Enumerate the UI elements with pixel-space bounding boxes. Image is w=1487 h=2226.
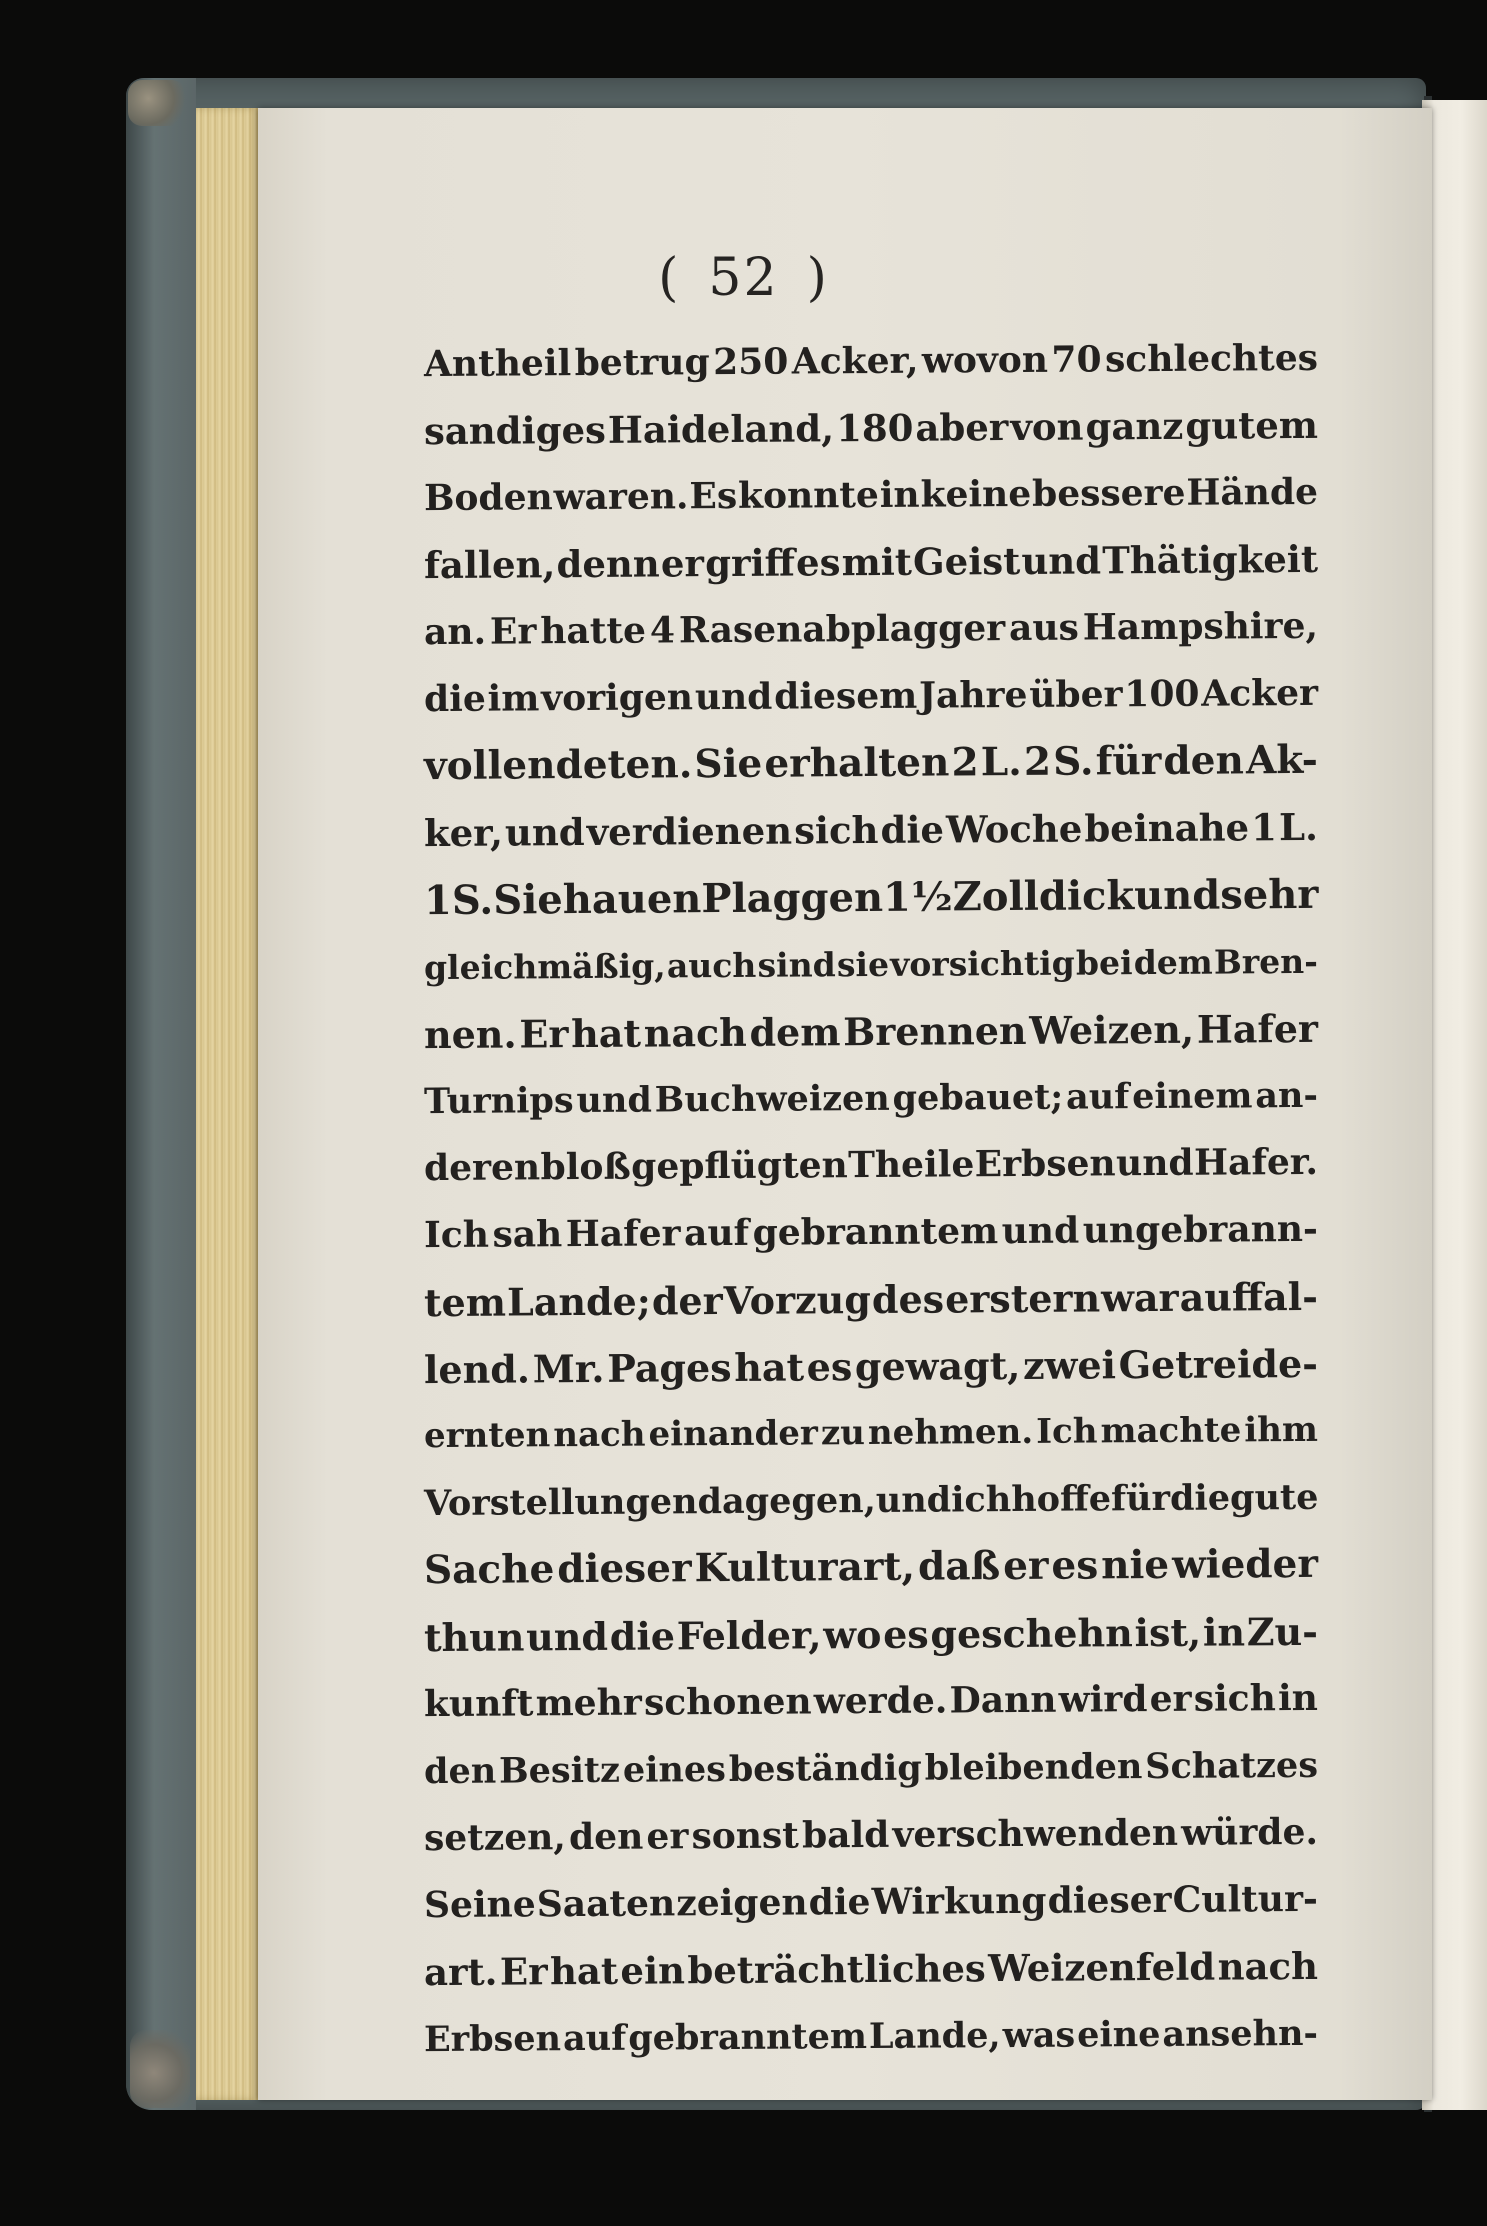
word: hat: [549, 1948, 619, 1994]
word: Bren-: [1213, 941, 1319, 982]
word: Plaggen: [701, 873, 884, 923]
header-close-paren: ): [806, 248, 829, 308]
word: beträchtliches: [687, 1946, 986, 1993]
word: Weizen,: [1029, 1006, 1195, 1053]
word: Vorstellungen: [423, 1481, 698, 1525]
word: gepflügten: [631, 1144, 848, 1188]
word: nen.: [423, 1011, 517, 1058]
text-line: [424, 1464, 1318, 1537]
word: L.: [980, 738, 1022, 786]
word: zwei: [1022, 1342, 1117, 1388]
text-line: [424, 1062, 1318, 1135]
word: keine: [920, 472, 1032, 516]
word: Seine: [423, 1883, 536, 1927]
word: er: [660, 541, 705, 586]
word: erhalten: [764, 739, 950, 787]
word: gleichmäßig,: [423, 946, 666, 988]
word: setzen,: [423, 1816, 567, 1860]
word: sehr: [1220, 870, 1319, 919]
text-line: [424, 1933, 1318, 2006]
word: der: [651, 1278, 723, 1324]
text-line: [424, 1196, 1318, 1269]
word: Lande,: [868, 2015, 1001, 2058]
word: verdienen: [586, 808, 793, 854]
word: dagegen,: [697, 1479, 876, 1523]
text-line: [424, 459, 1318, 532]
word: Brennen: [843, 1007, 1027, 1055]
word: Buchweizen: [654, 1077, 890, 1121]
word: Hampshire,: [1082, 604, 1319, 649]
word: Er: [489, 610, 537, 653]
word: und: [1133, 871, 1221, 920]
word: Jahre: [918, 673, 1028, 717]
word: Erbsen: [974, 1142, 1116, 1186]
page-block-edge: [196, 108, 260, 2100]
word: aus: [1008, 606, 1080, 650]
word: auffal-: [1179, 1273, 1319, 1320]
word: ansehn-: [1162, 2012, 1319, 2055]
word: Mr.: [532, 1345, 605, 1392]
book-spine-edge: [126, 78, 196, 2110]
word: S.: [451, 876, 494, 924]
word: Boden: [423, 476, 553, 520]
word: werde.: [813, 1679, 948, 1723]
word: S.: [1052, 738, 1094, 785]
word: er: [1002, 1542, 1049, 1590]
word: Getreide-: [1118, 1340, 1319, 1388]
word: und: [576, 1079, 652, 1122]
word: er: [1149, 1677, 1192, 1721]
word: Haideland,: [607, 406, 835, 452]
word: eine: [1077, 2013, 1161, 2056]
word: Acker: [1201, 671, 1319, 715]
word: Besitz: [498, 1749, 621, 1792]
word: 1: [423, 876, 453, 925]
word: vorsichtig: [890, 943, 1075, 984]
word: Es: [689, 474, 738, 518]
word: ich: [951, 1479, 1012, 1521]
word: thun: [423, 1614, 525, 1661]
word: Kulturart,: [694, 1543, 916, 1592]
word: er: [646, 1815, 689, 1858]
word: beständig: [728, 1747, 922, 1790]
page-number: 52: [708, 248, 779, 308]
word: beinahe: [1084, 805, 1250, 851]
word: bei: [1075, 943, 1133, 983]
word: 70: [1051, 338, 1102, 381]
word: diesem: [774, 674, 918, 718]
word: und: [504, 809, 585, 855]
word: über: [1029, 673, 1123, 716]
word: es: [795, 540, 841, 585]
word: von: [1010, 404, 1084, 450]
word: bleibenden: [924, 1746, 1143, 1789]
text-line: [424, 660, 1318, 733]
word: Hände: [1186, 470, 1319, 514]
word: vollendeten.: [423, 741, 693, 790]
page-body-text: [424, 328, 1318, 2070]
word: wird: [1058, 1678, 1148, 1721]
word: Felder,: [676, 1612, 822, 1659]
word: dem: [1133, 942, 1213, 983]
text-line: [424, 1866, 1318, 1939]
word: erstern: [944, 1275, 1101, 1322]
word: die: [1169, 1477, 1231, 1519]
word: in: [1202, 1609, 1246, 1655]
word: konnte: [737, 473, 880, 517]
text-line: [424, 861, 1318, 934]
word: nach: [643, 1009, 747, 1056]
word: Sache: [423, 1546, 555, 1594]
word: ein: [620, 1948, 686, 1993]
text-line: [424, 794, 1318, 867]
word: dick: [1038, 872, 1135, 920]
text-line: [424, 1263, 1318, 1336]
word: Theile: [847, 1143, 975, 1187]
word: aber: [915, 405, 1009, 450]
word: Zu-: [1246, 1608, 1319, 1655]
word: es: [882, 1611, 929, 1657]
word: auf: [562, 2017, 627, 2060]
word: griff: [704, 540, 796, 586]
word: nach: [1217, 1943, 1319, 1989]
word: die: [609, 1613, 676, 1659]
word: zu: [820, 1413, 866, 1454]
word: nach: [553, 1414, 646, 1456]
word: des: [871, 1276, 945, 1322]
word: Erbsen: [423, 2018, 562, 2061]
word: bloß: [540, 1145, 631, 1189]
word: gutem: [1185, 402, 1319, 448]
word: gebranntem: [628, 2016, 868, 2059]
word: Geist: [912, 538, 1021, 584]
word: und: [1115, 1141, 1194, 1185]
word: machte: [1100, 1410, 1242, 1452]
word: dem: [749, 1009, 841, 1055]
word: schlechtes: [1104, 336, 1319, 381]
word: 4: [649, 609, 676, 652]
word: und: [1001, 1209, 1080, 1253]
text-line: [424, 1598, 1318, 1671]
text-line: [424, 392, 1318, 465]
word: Ich: [423, 1213, 490, 1257]
word: Zoll: [952, 872, 1040, 921]
word: gute: [1229, 1476, 1319, 1519]
word: mit: [841, 539, 913, 585]
word: Cultur-: [1172, 1877, 1319, 1921]
word: lend.: [423, 1346, 531, 1393]
text-line: [424, 593, 1318, 666]
word: art.: [423, 1949, 498, 1995]
word: 1½: [882, 873, 953, 921]
word: Sie: [694, 740, 763, 788]
word: und: [875, 1479, 952, 1521]
word: Turnips: [423, 1080, 574, 1123]
word: war: [1101, 1274, 1179, 1321]
text-line: [424, 325, 1318, 398]
text-line: [424, 1799, 1318, 1872]
word: in: [879, 473, 920, 516]
page-header: [0, 248, 1487, 308]
word: den: [423, 1750, 497, 1793]
word: Dann: [949, 1678, 1057, 1722]
word: Ich: [1036, 1411, 1098, 1452]
word: würde.: [1181, 1810, 1319, 1854]
word: ganz: [1085, 403, 1184, 449]
word: gewagt,: [854, 1342, 1021, 1390]
word: auf: [1065, 1076, 1130, 1118]
word: wieder: [1171, 1540, 1319, 1588]
word: verschwenden: [892, 1811, 1179, 1856]
word: dieser: [557, 1545, 692, 1593]
word: hauen: [562, 875, 702, 924]
header-open-paren: (: [658, 248, 681, 308]
word: 2: [951, 739, 979, 786]
word: hat: [571, 1010, 642, 1057]
word: kunft: [423, 1682, 534, 1726]
word: 2: [1023, 738, 1052, 785]
word: den: [1163, 737, 1245, 784]
text-line: [424, 1732, 1318, 1805]
word: und: [1021, 538, 1102, 583]
word: hoffe: [1011, 1478, 1112, 1521]
text-line: [424, 1129, 1318, 1202]
word: eines: [622, 1749, 727, 1791]
word: gebranntem: [752, 1210, 999, 1254]
word: schonen: [643, 1680, 812, 1724]
text-line: [424, 1330, 1318, 1403]
text-line: [424, 995, 1318, 1068]
word: bald: [801, 1813, 890, 1857]
word: Er: [499, 1949, 548, 1994]
word: sandiges: [423, 407, 607, 454]
word: zeigen: [676, 1881, 808, 1925]
word: auf: [683, 1211, 750, 1255]
word: betrug: [574, 341, 710, 385]
word: es: [1051, 1542, 1099, 1589]
word: Vorzug: [723, 1277, 872, 1324]
word: mehr: [535, 1681, 642, 1725]
text-line: [424, 1531, 1318, 1604]
word: sind: [757, 945, 836, 985]
word: 100: [1124, 672, 1200, 716]
word: für: [1110, 1477, 1171, 1520]
word: Er: [519, 1011, 569, 1057]
text-line: [424, 2000, 1318, 2073]
word: Hafer: [565, 1212, 681, 1256]
text-line: [424, 928, 1318, 1001]
word: Hafer.: [1193, 1140, 1319, 1184]
text-line: [424, 727, 1318, 800]
word: an.: [423, 610, 487, 654]
word: und: [694, 675, 773, 719]
text-line: [424, 526, 1318, 599]
word: was: [1002, 2014, 1076, 2057]
word: die: [423, 677, 486, 721]
word: hat: [734, 1344, 805, 1390]
word: Woche: [945, 806, 1083, 852]
word: einander: [648, 1413, 819, 1455]
word: ker,: [423, 810, 504, 856]
word: daß: [917, 1543, 1001, 1590]
word: nehmen.: [867, 1411, 1034, 1454]
word: 180: [835, 405, 914, 451]
cover-corner-wear-top: [128, 80, 186, 126]
word: sah: [492, 1213, 563, 1256]
word: im: [487, 677, 540, 720]
word: den: [568, 1815, 644, 1859]
word: Acker,: [791, 339, 919, 383]
word: fallen,: [423, 542, 556, 588]
text-line: [424, 1665, 1318, 1738]
word: gebauet;: [892, 1076, 1064, 1119]
word: auch: [666, 945, 757, 986]
word: Rasenabplagger: [678, 607, 1006, 652]
word: dieser: [1047, 1878, 1172, 1922]
word: Saaten: [536, 1882, 676, 1926]
word: vorigen: [541, 676, 694, 720]
word: 1: [1251, 805, 1278, 850]
word: Lande;: [506, 1278, 651, 1325]
word: Weizenfeld: [988, 1944, 1216, 1991]
word: die: [880, 807, 945, 852]
word: denn: [556, 541, 660, 587]
word: Schatzes: [1145, 1744, 1319, 1788]
word: ungebrann-: [1082, 1207, 1319, 1252]
word: an-: [1255, 1074, 1319, 1117]
word: sonst: [691, 1814, 800, 1858]
word: nie: [1101, 1541, 1170, 1589]
word: wo: [823, 1611, 882, 1658]
word: bessere: [1031, 471, 1186, 515]
word: geschehn: [930, 1610, 1133, 1657]
text-line: [424, 1397, 1318, 1470]
word: in: [1277, 1676, 1319, 1720]
word: hatte: [540, 609, 647, 653]
word: ist,: [1134, 1609, 1202, 1656]
word: die: [808, 1881, 871, 1924]
word: tem: [423, 1279, 507, 1326]
word: deren: [423, 1146, 541, 1190]
word: Sie: [493, 876, 563, 924]
word: und: [526, 1613, 609, 1660]
word: sich: [793, 807, 879, 853]
word: sie: [836, 944, 890, 985]
cover-corner-wear-bottom: [130, 2030, 190, 2108]
word: L.: [1278, 804, 1319, 850]
word: Ak-: [1245, 736, 1319, 784]
word: einem: [1131, 1075, 1253, 1118]
word: für: [1095, 737, 1162, 785]
word: waren.: [553, 475, 689, 519]
word: es: [806, 1344, 853, 1390]
word: Antheil: [423, 342, 572, 386]
word: Thätigkeit: [1102, 536, 1319, 583]
word: ihm: [1244, 1409, 1319, 1451]
word: Hafer: [1196, 1005, 1319, 1052]
word: sich: [1193, 1677, 1276, 1720]
word: Wirkung: [871, 1879, 1047, 1923]
word: wovon: [921, 338, 1049, 382]
word: ernten: [423, 1415, 551, 1457]
word: 250: [713, 340, 789, 384]
word: Pages: [607, 1344, 732, 1391]
